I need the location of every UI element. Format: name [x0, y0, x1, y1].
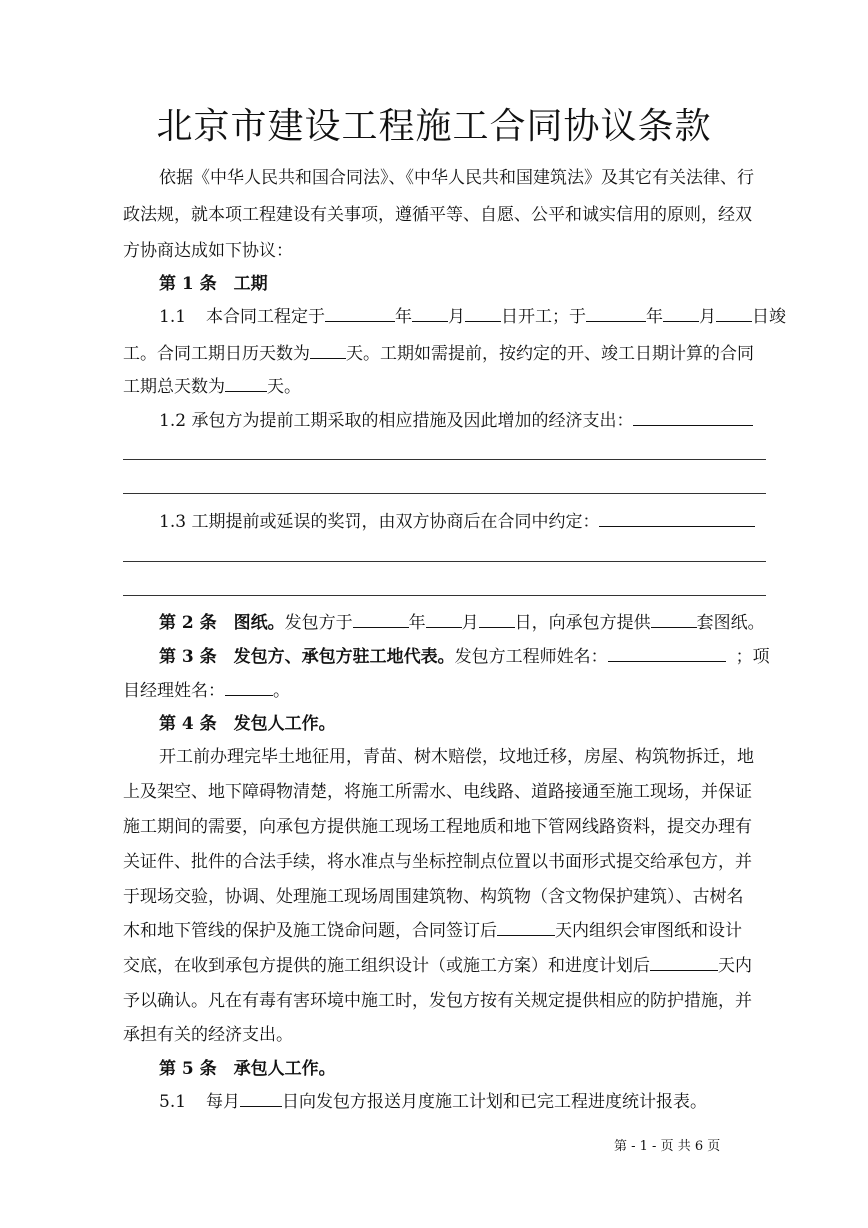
fill-in-line[interactable] — [123, 493, 766, 494]
drawing-month-blank[interactable] — [426, 612, 462, 628]
article-2 — [123, 611, 802, 635]
reward-penalty-blank[interactable] — [599, 511, 755, 527]
fill-in-line[interactable] — [123, 595, 766, 596]
total-days-blank[interactable] — [225, 376, 267, 392]
clause-text: 工期总天数为 — [123, 377, 225, 397]
article-1-heading: 第 1 条 工期 — [159, 274, 268, 294]
fill-in-line[interactable] — [123, 459, 766, 460]
clause-text: 木和地下管线的保护及施工饶命问题，合同签订后 — [123, 921, 497, 941]
manager-name-blank[interactable] — [225, 680, 273, 696]
article-4-line-4: 关证件、批件的合法手续，将水准点与坐标控制点位置以书面形式提交给承包方，并 — [123, 852, 752, 872]
article-3 — [123, 645, 802, 669]
article-4-heading: 第 4 条 发包人工作。 — [159, 714, 336, 734]
article-4-line-2: 上及架空、地下障碍物清楚，将施工所需水、电线路、道路接通至施工现场，并保证 — [123, 782, 752, 802]
start-month-blank[interactable] — [412, 306, 448, 322]
clause-number: 1.1 — [159, 307, 187, 327]
clause-text: 天内 — [718, 956, 752, 976]
clause-text: 每月 — [206, 1092, 241, 1112]
clause-text: 天。 — [267, 377, 301, 397]
clause-text: 本合同工程定于 — [206, 307, 326, 327]
drawing-day-blank[interactable] — [479, 612, 515, 628]
clause-1-1-line-3 — [123, 375, 766, 399]
unit-label: 月 — [699, 307, 717, 327]
calendar-days-blank[interactable] — [310, 343, 346, 359]
page-footer: 第 - 1 - 页 共 6 页 — [614, 1139, 721, 1154]
clause-text: 目经理姓名： — [123, 681, 225, 701]
article-5-heading: 第 5 条 承包人工作。 — [159, 1059, 336, 1079]
article-2-heading: 第 2 条 图纸。 — [159, 613, 285, 633]
unit-label: 月 — [461, 613, 479, 633]
unit-label: 年 — [408, 613, 426, 633]
end-year-blank[interactable] — [586, 306, 646, 322]
report-day-blank[interactable] — [240, 1091, 282, 1107]
clause-text: 日竣 — [752, 307, 787, 327]
confirm-days-blank[interactable] — [650, 955, 718, 971]
intro-line-3: 方协商达成如下协议： — [123, 241, 293, 261]
start-day-blank[interactable] — [465, 306, 501, 322]
clause-text: 工。合同工期日历天数为 — [123, 344, 310, 364]
start-year-blank[interactable] — [325, 306, 395, 322]
intro-line-1: 依据《中华人民共和国合同法》、《中华人民共和国建筑法》及其它有关法律、行 — [159, 168, 754, 188]
clause-text: 交底，在收到承包方提供的施工组织设计（或施工方案）和进度计划后 — [123, 956, 650, 976]
article-3-heading: 第 3 条 发包方、承包方驻工地代表。 — [159, 647, 455, 667]
clause-text: 套图纸。 — [696, 613, 765, 633]
clause-text: 日，向承包方提供 — [514, 613, 651, 633]
article-4-line-6 — [123, 919, 766, 943]
clause-text: ；项 — [735, 647, 770, 667]
clause-1-1-line-1 — [123, 305, 802, 329]
clause-text: 发包方于 — [284, 613, 353, 633]
end-month-blank[interactable] — [663, 306, 699, 322]
clause-text: 1.3 工期提前或延误的奖罚，由双方协商后在合同中约定： — [159, 512, 600, 532]
review-days-blank[interactable] — [497, 920, 555, 936]
clause-text: 1.2 承包方为提前工期采取的相应措施及因此增加的经济支出： — [159, 411, 634, 431]
article-4-line-7 — [123, 954, 766, 978]
article-4-line-1: 开工前办理完毕土地征用，青苗、树木赔偿，坟地迁移，房屋、构筑物拆迁，地 — [159, 747, 754, 767]
clause-text: 日向发包方报送月度施工计划和已完工程进度统计报表。 — [282, 1092, 708, 1112]
clause-1-2 — [123, 409, 802, 433]
unit-label: 年 — [646, 307, 664, 327]
clause-text: 发包方工程师姓名： — [454, 647, 608, 667]
clause-text: 。 — [273, 681, 290, 701]
drawing-year-blank[interactable] — [353, 612, 409, 628]
clause-text: 日开工；于 — [501, 307, 587, 327]
clause-1-1-line-2 — [123, 342, 766, 366]
article-4-line-3: 施工期间的需要，向承包方提供施工现场工程地质和地下管网线路资料，提交办理有 — [123, 817, 752, 837]
clause-1-3 — [123, 510, 802, 534]
clause-5-1 — [123, 1090, 802, 1114]
clause-text: 天。工期如需提前，按约定的开、竣工日期计算的合同 — [346, 344, 754, 364]
unit-label: 月 — [448, 307, 466, 327]
unit-label: 年 — [395, 307, 413, 327]
article-3-line-2 — [123, 679, 766, 703]
intro-line-2: 政法规，就本项工程建设有关事项，遵循平等、自愿、公平和诚实信用的原则，经双 — [123, 205, 752, 225]
fill-in-line[interactable] — [123, 561, 766, 562]
clause-number: 5.1 — [159, 1092, 187, 1112]
measures-cost-blank[interactable] — [633, 410, 753, 426]
article-4-line-8: 予以确认。凡在有毒有害环境中施工时，发包方按有关规定提供相应的防护措施，并 — [123, 991, 752, 1011]
article-4-line-5: 于现场交验，协调、处理施工现场周围建筑物、构筑物（含文物保护建筑）、古树名 — [123, 887, 744, 907]
drawing-sets-blank[interactable] — [651, 612, 697, 628]
clause-text: 天内组织会审图纸和设计 — [555, 921, 742, 941]
end-day-blank[interactable] — [716, 306, 752, 322]
article-4-line-9: 承担有关的经济支出。 — [123, 1025, 293, 1045]
engineer-name-blank[interactable] — [608, 646, 726, 662]
document-title: 北京市建设工程施工合同协议条款 — [156, 106, 712, 147]
